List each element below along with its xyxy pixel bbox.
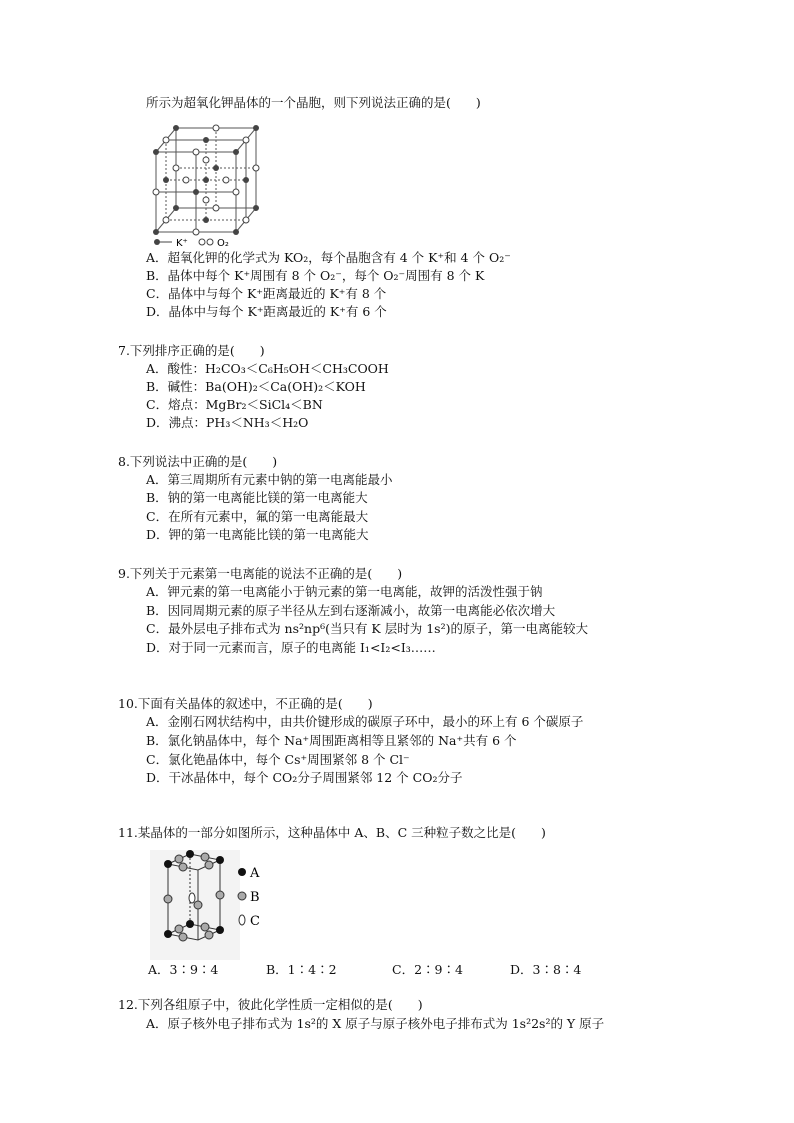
q8-option-d: D．钾的第一电离能比镁的第一电离能大 xyxy=(146,527,369,542)
q9-option-b: B．因同周期元素的原子半径从左到右逐渐减小，故第一电离能必依次增大 xyxy=(146,603,556,618)
q10-stem: 10.下面有关晶体的叙述中，不正确的是( ) xyxy=(118,696,373,711)
q8-option-c: C．在所有元素中，氟的第一电离能最大 xyxy=(146,509,369,524)
q6-option-a: A．超氧化钾的化学式为 KO₂，每个晶胞含有 4 个 K⁺和 4 个 O₂⁻ xyxy=(146,250,511,265)
q10-option-a: A．金刚石网状结构中，由共价键形成的碳原子环中，最小的环上有 6 个碳原子 xyxy=(146,714,584,729)
q6-option-b: B．晶体中每个 K⁺周围有 8 个 O₂⁻，每个 O₂⁻周围有 8 个 K xyxy=(146,268,485,283)
abc-crystal-figure xyxy=(150,850,280,960)
unit-cell-legend xyxy=(152,235,242,249)
q8-option-b: B．钠的第一电离能比镁的第一电离能大 xyxy=(146,490,368,505)
q9-option-d: D．对于同一元素而言，原子的电离能 I₁<I₂<I₃…… xyxy=(146,640,436,655)
q7-option-a: A．酸性：H₂CO₃＜C₆H₅OH＜CH₃COOH xyxy=(146,361,389,376)
q11-option-d: D．3∶8∶4 xyxy=(510,962,582,977)
q8-stem: 8.下列说法中正确的是( ) xyxy=(118,454,278,469)
q9-option-c: C．最外层电子排布式为 ns²np⁶(当只有 K 层时为 1s²)的原子，第一电离能较大 xyxy=(146,621,588,636)
q6-stem: 所示为超氧化钾晶体的一个晶胞，则下列说法正确的是( ) xyxy=(146,95,481,110)
q10-option-d: D．干冰晶体中，每个 CO₂分子周围紧邻 12 个 CO₂分子 xyxy=(146,770,463,785)
q6-option-c: C．晶体中与每个 K⁺距离最近的 K⁺有 8 个 xyxy=(146,286,387,301)
legend-a-label: A xyxy=(250,866,260,881)
q11-option-a: A．3∶9∶4 xyxy=(148,962,219,977)
q7-option-c: C．熔点：MgBr₂＜SiCl₄＜BN xyxy=(146,397,323,412)
q7-option-b: B．碱性：Ba(OH)₂＜Ca(OH)₂＜KOH xyxy=(146,379,366,394)
q6-option-d: D．晶体中与每个 K⁺距离最近的 K⁺有 6 个 xyxy=(146,304,387,319)
q10-option-c: C．氯化铯晶体中，每个 Cs⁺周围紧邻 8 个 Cl⁻ xyxy=(146,752,410,767)
q9-stem: 9.下列关于元素第一电离能的说法不正确的是( ) xyxy=(118,566,403,581)
legend-o2-label: O₂ xyxy=(217,238,229,249)
q10-option-b: B．氯化钠晶体中，每个 Na⁺周围距离相等且紧邻的 Na⁺共有 6 个 xyxy=(146,733,517,748)
q11-stem: 11.某晶体的一部分如图所示，这种晶体中 A、B、C 三种粒子数之比是( ) xyxy=(118,825,546,840)
superoxide-unit-cell-figure xyxy=(148,120,263,250)
legend-k-label: K⁺ xyxy=(176,238,188,249)
legend-b-label: B xyxy=(250,890,260,905)
q7-option-d: D．沸点：PH₃＜NH₃＜H₂O xyxy=(146,415,309,430)
q11-option-c: C．2∶9∶4 xyxy=(392,962,463,977)
legend-c-label: C xyxy=(250,914,260,929)
q11-option-b: B．1∶4∶2 xyxy=(266,962,337,977)
q12-option-a: A．原子核外电子排布式为 1s²的 X 原子与原子核外电子排布式为 1s²2s²的 Y 原子 xyxy=(146,1016,605,1031)
q7-stem: 7.下列排序正确的是( ) xyxy=(118,343,265,358)
q9-option-a: A．钾元素的第一电离能小于钠元素的第一电离能，故钾的活泼性强于钠 xyxy=(146,584,543,599)
q12-stem: 12.下列各组原子中，彼此化学性质一定相似的是( ) xyxy=(118,997,423,1012)
q8-option-a: A．第三周期所有元素中钠的第一电离能最小 xyxy=(146,472,393,487)
